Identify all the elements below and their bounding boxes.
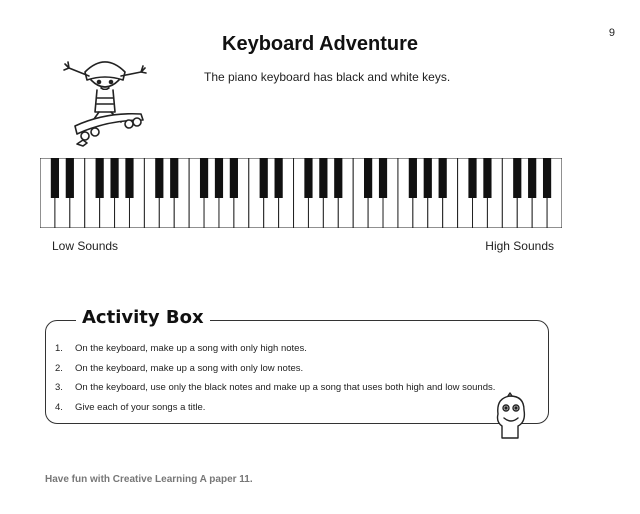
piano-keyboard xyxy=(40,158,562,228)
black-key xyxy=(200,158,208,198)
black-key xyxy=(439,158,447,198)
page-subtitle: The piano keyboard has black and white keys. xyxy=(204,70,451,84)
item-number: 1. xyxy=(55,343,63,354)
black-key xyxy=(66,158,74,198)
activity-list xyxy=(55,339,495,417)
black-key xyxy=(513,158,521,198)
black-key xyxy=(275,158,283,198)
black-key xyxy=(215,158,223,198)
page-title: Keyboard Adventure xyxy=(222,33,418,55)
black-key xyxy=(424,158,432,198)
item-number: 2. xyxy=(55,362,63,374)
black-key xyxy=(468,158,476,198)
black-key xyxy=(170,158,178,198)
black-key xyxy=(155,158,163,198)
item-text: On the keyboard, use only the black notes and make up a song that uses both high and low sounds. xyxy=(75,382,496,393)
high-sounds-label: High Sounds xyxy=(485,239,554,253)
item-text: On the keyboard, make up a song with only high notes. xyxy=(75,343,307,354)
list-item xyxy=(55,339,495,359)
black-key xyxy=(319,158,327,198)
black-key xyxy=(334,158,342,198)
black-key xyxy=(260,158,268,198)
black-key xyxy=(364,158,372,198)
item-number: 4. xyxy=(55,401,63,413)
black-key xyxy=(379,158,387,198)
item-number: 3. xyxy=(55,382,63,393)
black-key xyxy=(110,158,118,198)
page-number: 9 xyxy=(608,27,615,39)
activity-box-title: Activity Box xyxy=(76,307,210,328)
item-text: Give each of your songs a title. xyxy=(75,401,206,413)
black-key xyxy=(96,158,104,198)
black-key xyxy=(230,158,238,198)
footer-note: Have fun with Creative Learning A paper 11. xyxy=(45,474,253,485)
black-key xyxy=(528,158,536,198)
list-item xyxy=(55,398,495,418)
black-key xyxy=(483,158,491,198)
black-key xyxy=(409,158,417,198)
list-item xyxy=(55,378,495,398)
item-text: On the keyboard, make up a song with only low notes. xyxy=(75,362,304,374)
dinosaur-illustration xyxy=(490,392,530,442)
black-key xyxy=(543,158,551,198)
black-key xyxy=(304,158,312,198)
black-key xyxy=(125,158,133,198)
black-key xyxy=(51,158,59,198)
low-sounds-label: Low Sounds xyxy=(52,239,119,253)
list-item xyxy=(55,359,495,379)
skateboard-kid-illustration xyxy=(55,50,155,150)
